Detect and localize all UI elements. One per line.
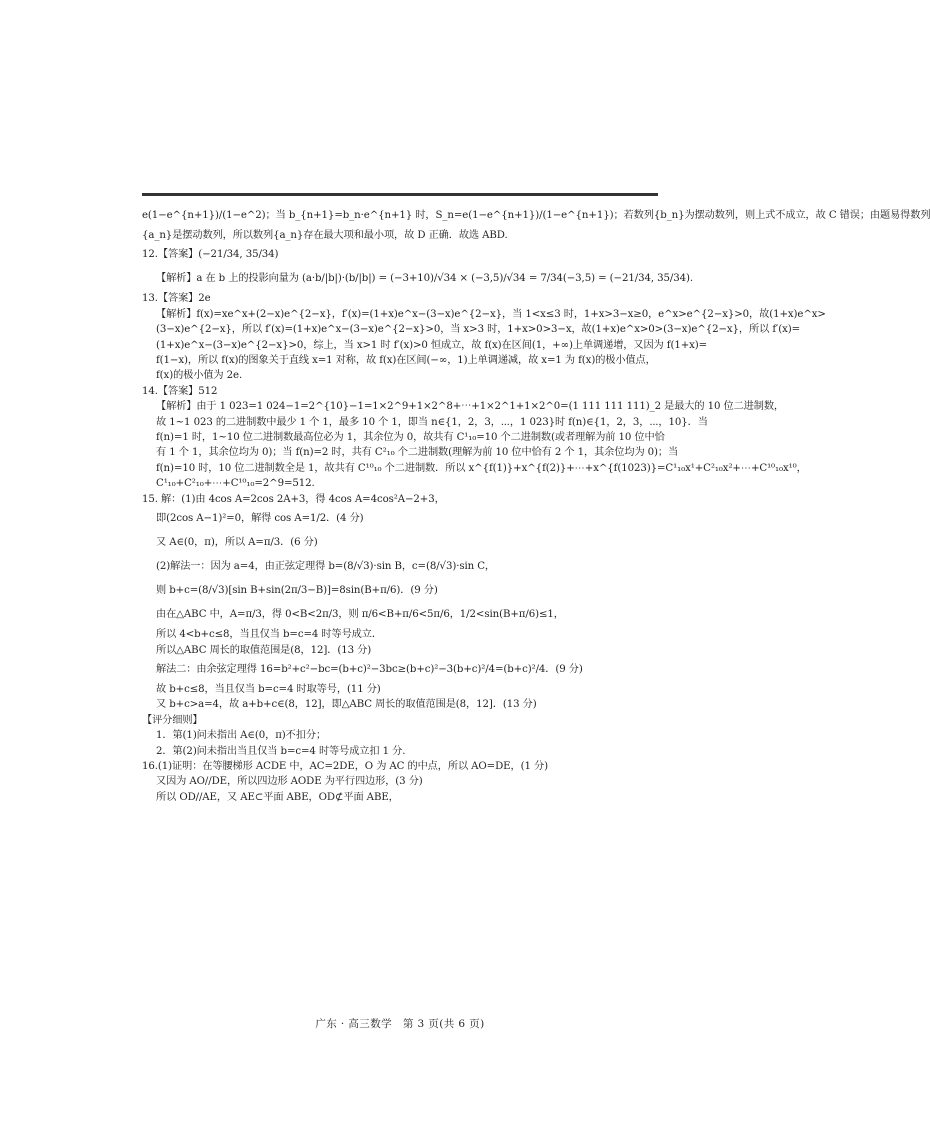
- page-footer: 广东 · 高三数学 第 3 页(共 6 页): [315, 1018, 485, 1030]
- text-line-l09: f(1−x)，所以 f(x)的图象关于直线 x=1 对称，故 f(x)在区间(−∞，1)上单调递减，故 x=1 为 f(x)的极小值点，: [156, 355, 656, 367]
- text-line-l29: 【评分细则】: [142, 714, 203, 726]
- text-line-l12: 【解析】由于 1 023=1 024−1=2^{10}−1=1×2^9+1×2^8+⋯+1×2^1+1×2^0=(1 111 111 111)_2 是最大的 10 位二进制数，: [156, 401, 785, 413]
- text-line-l14: f(n)=1 时，1~10 位二进制数最高位必为 1，其余位为 0，故共有 C¹₁₀=10 个二进制数(或者理解为前 10 位中恰: [156, 432, 665, 444]
- text-line-l17: C¹₁₀+C²₁₀+⋯+C¹⁰₁₀=2^9=512.: [156, 478, 315, 490]
- text-line-l03: 12.【答案】(−21/34, 35/34): [142, 249, 279, 261]
- text-line-l27: 故 b+c≤8，当且仅当 b=c=4 时取等号，(11 分): [156, 683, 381, 695]
- header-rule: [142, 193, 658, 196]
- text-line-l23: 由在△ABC 中，A=π/3，得 0<B<2π/3，则 π/6<B+π/6<5π/6，1/2<sin(B+π/6)≤1，: [156, 609, 564, 621]
- text-line-l16: f(n)=10 时，10 位二进制数全是 1，故共有 C¹⁰₁₀ 个二进制数．所以 x^{f(1)}+x^{f(2)}+⋯+x^{f(1023)}=C¹₁₀x¹+C²₁₀x²+⋯+C¹⁰₁₀x¹⁰，: [156, 462, 807, 474]
- text-line-l05: 13.【答案】2e: [142, 293, 211, 305]
- text-line-l32: 16.(1)证明：在等腰梯形 ACDE 中，AC=2DE，O 为 AC 的中点，所以 AO=DE，(1 分): [142, 760, 548, 772]
- text-line-l10: f(x)的极小值为 2e.: [156, 370, 243, 382]
- text-line-l22: 则 b+c=(8/√3)[sin B+sin(2π/3−B)]=8sin(B+π/6)．(9 分): [156, 585, 438, 597]
- text-line-l02: {a_n}是摆动数列，所以数列{a_n}存在最大项和最小项，故 D 正确．故选 ABD.: [142, 230, 508, 241]
- text-line-l26: 解法二：由余弦定理得 16=b²+c²−bc=(b+c)²−3bc≥(b+c)²−3(b+c)²/4=(b+c)²/4．(9 分): [156, 663, 583, 675]
- text-line-l11: 14.【答案】512: [142, 385, 218, 397]
- text-line-l34: 所以 OD//AE，又 AE⊂平面 ABE，OD⊄平面 ABE，: [156, 791, 399, 803]
- text-line-l07: (3−x)e^{2−x}，所以 f′(x)=(1+x)e^x−(3−x)e^{2−x}>0，当 x>3 时，1+x>0>3−x，故(1+x)e^x>0>(3−x)e^{2−x}，所以 f′(x)=: [156, 324, 801, 336]
- text-line-l24: 所以 4<b+c≤8，当且仅当 b=c=4 时等号成立．: [156, 629, 382, 641]
- text-line-l04: 【解析】a 在 b 上的投影向量为 (a·b/|b|)·(b/|b|) = (−3+10)/√34 × (−3,5)/√34 = 7/34(−3,5) = (−21/34, 35/34).: [156, 273, 693, 285]
- text-line-l08: (1+x)e^x−(3−x)e^{2−x}>0，综上，当 x>1 时 f′(x)>0 恒成立，故 f(x)在区间(1，+∞)上单调递增，又因为 f(1+x)=: [156, 339, 708, 351]
- text-line-l28: 又 b+c>a=4，故 a+b+c∈(8，12]，即△ABC 周长的取值范围是(8，12]．(13 分): [156, 699, 537, 711]
- text-line-l31: 2．第(2)问未指出当且仅当 b=c=4 时等号成立扣 1 分.: [156, 745, 406, 757]
- text-line-l01: e(1−e^{n+1})/(1−e^2)；当 b_{n+1}=b_n·e^{n+1} 时，S_n=e(1−e^{n+1})/(1−e^{n+1})；若数列{b_n}为摆动数列，则上式不成立，故 C 错误；由题易得数列: [142, 210, 930, 221]
- text-line-l20: 又 A∈(0，π)，所以 A=π/3．(6 分): [156, 537, 318, 549]
- text-line-l15: 有 1 个 1，其余位均为 0)；当 f(n)=2 时，共有 C²₁₀ 个二进制数(理解为前 10 位中恰有 2 个 1，其余位均为 0)；当: [156, 447, 679, 459]
- text-line-l30: 1．第(1)问未指出 A∈(0，π)不扣分；: [156, 730, 327, 742]
- text-line-l25: 所以△ABC 周长的取值范围是(8，12]．(13 分): [156, 644, 372, 656]
- text-line-l13: 故 1~1 023 的二进制数中最少 1 个 1，最多 10 个 1，即当 n∈{1，2，3，⋯，1 023}时 f(n)∈{1，2，3，⋯，10}．当: [156, 416, 708, 428]
- text-line-l33: 又因为 AO//DE，所以四边形 AODE 为平行四边形，(3 分): [156, 776, 423, 788]
- text-line-l06: 【解析】f(x)=xe^x+(2−x)e^{2−x}，f′(x)=(1+x)e^x−(3−x)e^{2−x}，当 1<x≤3 时，1+x>3−x≥0，e^x>e^{2−x}>0，故(1+x)e^x>: [156, 308, 826, 320]
- text-line-l21: (2)解法一：因为 a=4，由正弦定理得 b=(8/√3)·sin B，c=(8/√3)·sin C，: [156, 561, 496, 573]
- text-line-l18: 15. 解：(1)由 4cos A=2cos 2A+3，得 4cos A=4cos²A−2+3，: [142, 493, 445, 505]
- solution-text-body: [142, 204, 930, 805]
- text-line-l19: 即(2cos A−1)²=0，解得 cos A=1/2．(4 分): [156, 513, 364, 525]
